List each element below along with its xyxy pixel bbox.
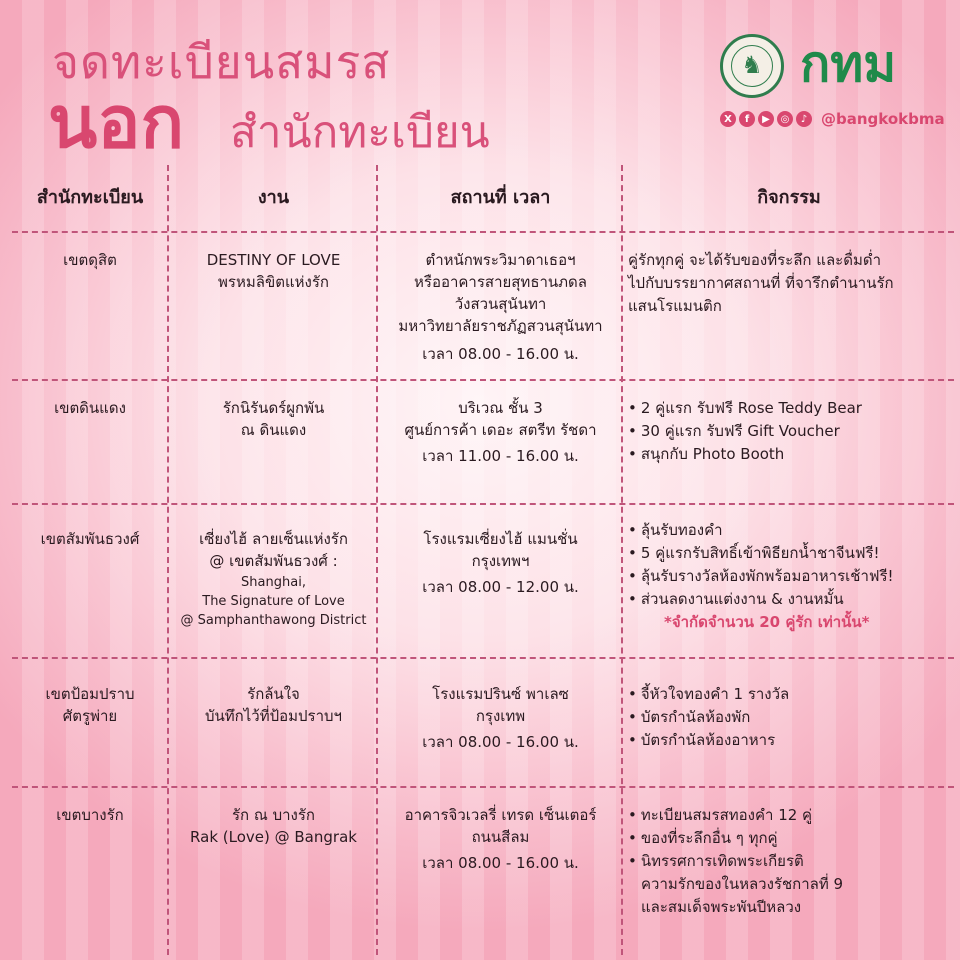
title-line-2: สำนักทะเบียน — [230, 107, 490, 158]
tiktok-icon[interactable]: ♪ — [796, 111, 812, 127]
row-divider — [12, 379, 954, 381]
place-cell: โรงแรมเซี่ยงไฮ้ แมนชั่น กรุงเทพฯ เวลา 08.00 - 12.00 น. — [379, 528, 622, 598]
facebook-icon[interactable]: f — [739, 111, 755, 127]
activity-item: • 30 คู่แรก รับฟรี Gift Voucher — [628, 420, 862, 443]
event-english-cell: Shanghai, The Signature of Love @ Samphanthawong District — [180, 575, 367, 628]
event-cell: รักล้นใจ บันทึกไว้ที่ป้อมปราบฯ — [205, 685, 342, 725]
instagram-icon[interactable]: ◎ — [777, 111, 793, 127]
column-divider — [167, 165, 169, 955]
activity-item: • ของที่ระลึกอื่น ๆ ทุกคู่ — [628, 827, 843, 850]
title-highlight: นอก — [48, 80, 185, 164]
time-text: เวลา 08.00 - 16.00 น. — [422, 733, 579, 751]
elephant-icon: ♞ — [741, 51, 763, 79]
column-header-district: สำนักทะเบียน — [36, 187, 144, 208]
event-cell: รักนิรันดร์ผูกพัน ณ ดินแดง — [222, 399, 325, 439]
event-cell: เซี่ยงไฮ้ ลายเซ็นแห่งรัก @ เขตสัมพันธวงศ์ : — [199, 530, 348, 570]
place-cell: บริเวณ ชั้น 3 ศูนย์การค้า เดอะ สตรีท รัชดา เวลา 11.00 - 16.00 น. — [379, 397, 622, 467]
district-cell: เขตสัมพันธวงศ์ — [40, 530, 140, 548]
activity-item: • นิทรรศการเทิดพระเกียรติ — [628, 850, 843, 873]
activities-cell — [628, 397, 862, 466]
social-links — [720, 108, 945, 130]
row-divider — [12, 786, 954, 788]
activity-item: • บัตรกำนัลห้องอาหาร — [628, 729, 789, 752]
event-cell: DESTINY OF LOVE พรหมลิขิตแห่งรัก — [206, 251, 341, 291]
activity-item: • บัตรกำนัลห้องพัก — [628, 706, 789, 729]
place-cell: ตำหนักพระวิมาดาเธอฯ หรืออาคารสายสุทธานภดล วังสวนสุนันทา มหาวิทยาลัยราชภัฏสวนสุนันทา เวลา 08.00 - 16.00 น. — [379, 249, 622, 365]
time-text: เวลา 08.00 - 16.00 น. — [422, 345, 579, 363]
district-cell: เขตดินแดง — [54, 399, 126, 417]
activity-item: • ทะเบียนสมรสทองคำ 12 คู่ — [628, 804, 843, 827]
district-cell: เขตดุสิต — [63, 251, 117, 269]
column-header-activities: กิจกรรม — [757, 187, 821, 208]
activity-item: • ลุ้นรับทองคำ — [628, 519, 894, 542]
bma-seal-logo — [720, 34, 784, 98]
social-handle[interactable]: @bangkokbma — [821, 110, 945, 128]
row-divider — [12, 503, 954, 505]
activities-cell: คู่รักทุกคู่ จะได้รับของที่ระลึก และดื่มด่ำ ไปกับบรรยากาศสถานที่ ที่จารึกตำนานรัก แสนโรแมนติก — [628, 251, 894, 315]
district-cell: เขตป้อมปราบ ศัตรูพ่าย — [45, 685, 135, 725]
place-cell: โรงแรมปรินซ์ พาเลซ กรุงเทพ เวลา 08.00 - 16.00 น. — [379, 683, 622, 753]
activity-item: • ส่วนลดงานแต่งงาน & งานหมั้น — [628, 588, 894, 611]
activities-cell — [628, 683, 789, 752]
activity-item: • ลุ้นรับรางวัลห้องพักพร้อมอาหารเช้าฟรี! — [628, 565, 894, 588]
row-divider — [12, 657, 954, 659]
activity-item: • สนุกกับ Photo Booth — [628, 443, 862, 466]
place-cell: อาคารจิวเวลรี่ เทรด เซ็นเตอร์ ถนนสีลม เวลา 08.00 - 16.00 น. — [379, 804, 622, 874]
limit-note: *จำกัดจำนวน 20 คู่รัก เท่านั้น* — [664, 613, 870, 631]
title-line-1: จดทะเบียนสมรส — [52, 35, 391, 89]
event-cell: รัก ณ บางรัก Rak (Love) @ Bangrak — [190, 806, 357, 846]
activity-item: • จี้หัวใจทองคำ 1 รางวัล — [628, 683, 789, 706]
youtube-icon[interactable]: ▶ — [758, 111, 774, 127]
district-cell: เขตบางรัก — [56, 806, 124, 824]
column-header-event: งาน — [257, 187, 290, 208]
time-text: เวลา 08.00 - 16.00 น. — [422, 854, 579, 872]
column-header-place-time: สถานที่ เวลา — [450, 187, 551, 208]
activity-item: • 2 คู่แรก รับฟรี Rose Teddy Bear — [628, 397, 862, 420]
time-text: เวลา 08.00 - 12.00 น. — [422, 578, 579, 596]
activities-cell — [628, 519, 894, 634]
bma-logo-text: กทม — [800, 35, 897, 93]
activity-item: • 5 คู่แรกรับสิทธิ์เข้าพิธียกน้ำชาจีนฟรี! — [628, 542, 894, 565]
time-text: เวลา 11.00 - 16.00 น. — [422, 447, 579, 465]
row-divider — [12, 231, 954, 233]
activities-cell: • ทะเบียนสมรสทองคำ 12 คู่ • ของที่ระลึกอื่น ๆ ทุกคู่ • นิทรรศการเทิดพระเกียรติ ความรักของในหลวงรัชกาลที่ 9 และสมเด็จพระพันปีหลวง — [628, 804, 843, 919]
x-icon[interactable]: X — [720, 111, 736, 127]
